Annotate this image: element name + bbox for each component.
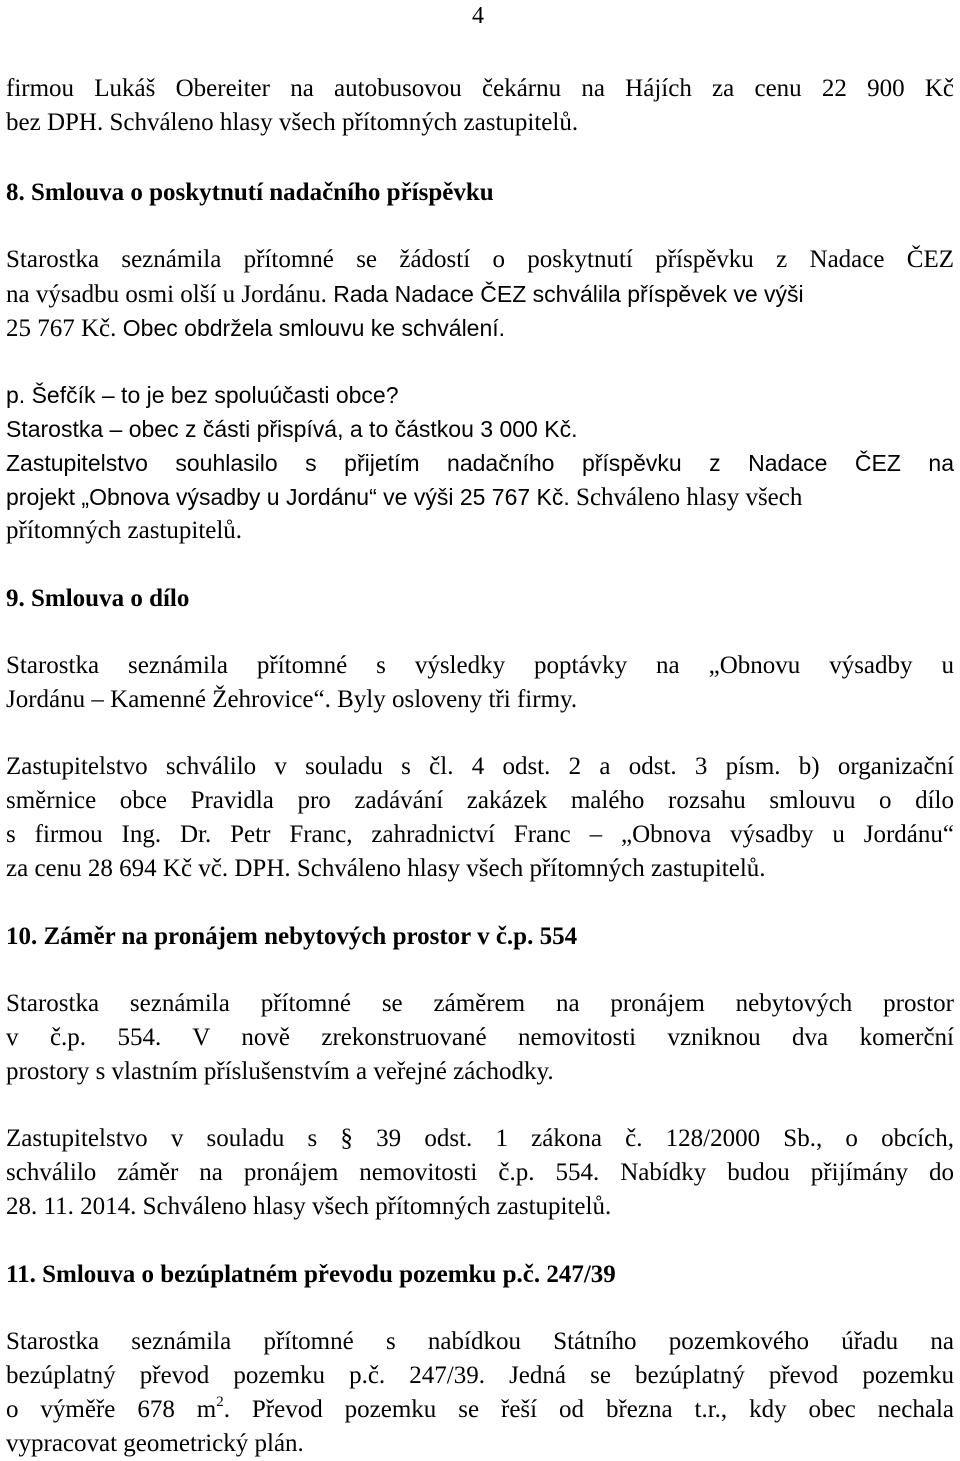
body-line: Zastupitelstvo v souladu s § 39 odst. 1 zákona č. 128/2000 Sb., o obcích,: [6, 1125, 954, 1152]
text-sans: Rada Nadace ČEZ schválila příspěvek ve výši: [326, 281, 804, 307]
body-line: vypracovat geometrický plán.: [6, 1430, 304, 1457]
body-line: Zastupitelstvo souhlasilo s přijetím nadačního příspěvku z Nadace ČEZ na: [6, 450, 954, 476]
text-sans: Obec obdržela smlouvu ke schválení.: [116, 315, 506, 341]
body-line: Starostka seznámila přítomné s nabídkou Státního pozemkového úřadu na: [6, 1328, 954, 1355]
body-line: v č.p. 554. V nově zrekonstruované nemovitosti vzniknou dva komerční: [6, 1024, 954, 1051]
body-line: [6, 277, 954, 312]
body-line: s firmou Ing. Dr. Petr Franc, zahradnictví Franc – „Obnova výsadby u Jordánu“: [6, 821, 954, 848]
body-line: Starostka seznámila přítomné se žádostí o poskytnutí příspěvku z Nadace ČEZ: [6, 246, 954, 273]
body-line: Starostka seznámila přítomné se záměrem na pronájem nebytových prostor: [6, 990, 954, 1017]
body-line: [6, 480, 954, 515]
body-line: schválilo záměr na pronájem nemovitosti č.p. 554. Nabídky budou přijímány do: [6, 1159, 954, 1186]
body-line: 28. 11. 2014. Schváleno hlasy všech přítomných zastupitelů.: [6, 1193, 612, 1220]
superscript-2: 2: [216, 1393, 224, 1410]
body-line: Jordánu – Kamenné Žehrovice“. Byly osloveny tři firmy.: [6, 686, 578, 713]
body-line: [6, 311, 954, 346]
text-serif: o výměře 678 m: [6, 1396, 217, 1423]
text-serif: na výsadbu osmi olší u Jordánu.: [6, 281, 327, 308]
body-line: za cenu 28 694 Kč vč. DPH. Schváleno hlasy všech přítomných zastupitelů.: [6, 855, 766, 882]
body-line: bez DPH. Schváleno hlasy všech přítomných zastupitelů.: [6, 109, 579, 136]
section-heading: 9. Smlouva o dílo: [6, 585, 190, 612]
body-line: Starostka seznámila přítomné s výsledky poptávky na „Obnovu výsadby u: [6, 652, 954, 679]
body-line: Starostka – obec z části přispívá, a to částkou 3 000 Kč.: [6, 416, 578, 442]
text-serif: 25 767 Kč.: [6, 315, 117, 342]
text-serif: Schváleno hlasy všech: [569, 484, 803, 511]
body-line: směrnice obce Pravidla pro zadávání zakázek malého rozsahu smlouvu o dílo: [6, 787, 954, 814]
section-heading: 8. Smlouva o poskytnutí nadačního příspěvku: [6, 179, 494, 206]
section-heading: 11. Smlouva o bezúplatném převodu pozemku p.č. 247/39: [6, 1261, 616, 1288]
text-sans: projekt „Obnova výsadby u Jordánu“ ve výši 25 767 Kč.: [6, 484, 570, 510]
body-line: Zastupitelstvo schválilo v souladu s čl. 4 odst. 2 a odst. 3 písm. b) organizační: [6, 753, 954, 780]
body-line: přítomných zastupitelů.: [6, 517, 243, 544]
page-number: 4: [472, 3, 484, 29]
body-line: prostory s vlastním příslušenstvím a veřejné záchodky.: [6, 1058, 554, 1085]
body-line: p. Šefčík – to je bez spoluúčasti obce?: [6, 382, 399, 408]
body-line: firmou Lukáš Obereiter na autobusovou čekárnu na Hájích za cenu 22 900 Kč: [6, 75, 954, 102]
body-line: bezúplatný převod pozemku p.č. 247/39. Jedná se bezúplatný převod pozemku: [6, 1362, 954, 1389]
text-serif: . Převod pozemku se řeší od března t.r., kdy obec nechala: [223, 1396, 954, 1423]
body-line: [6, 1393, 954, 1427]
section-heading: 10. Záměr na pronájem nebytových prostor v č.p. 554: [6, 923, 578, 950]
